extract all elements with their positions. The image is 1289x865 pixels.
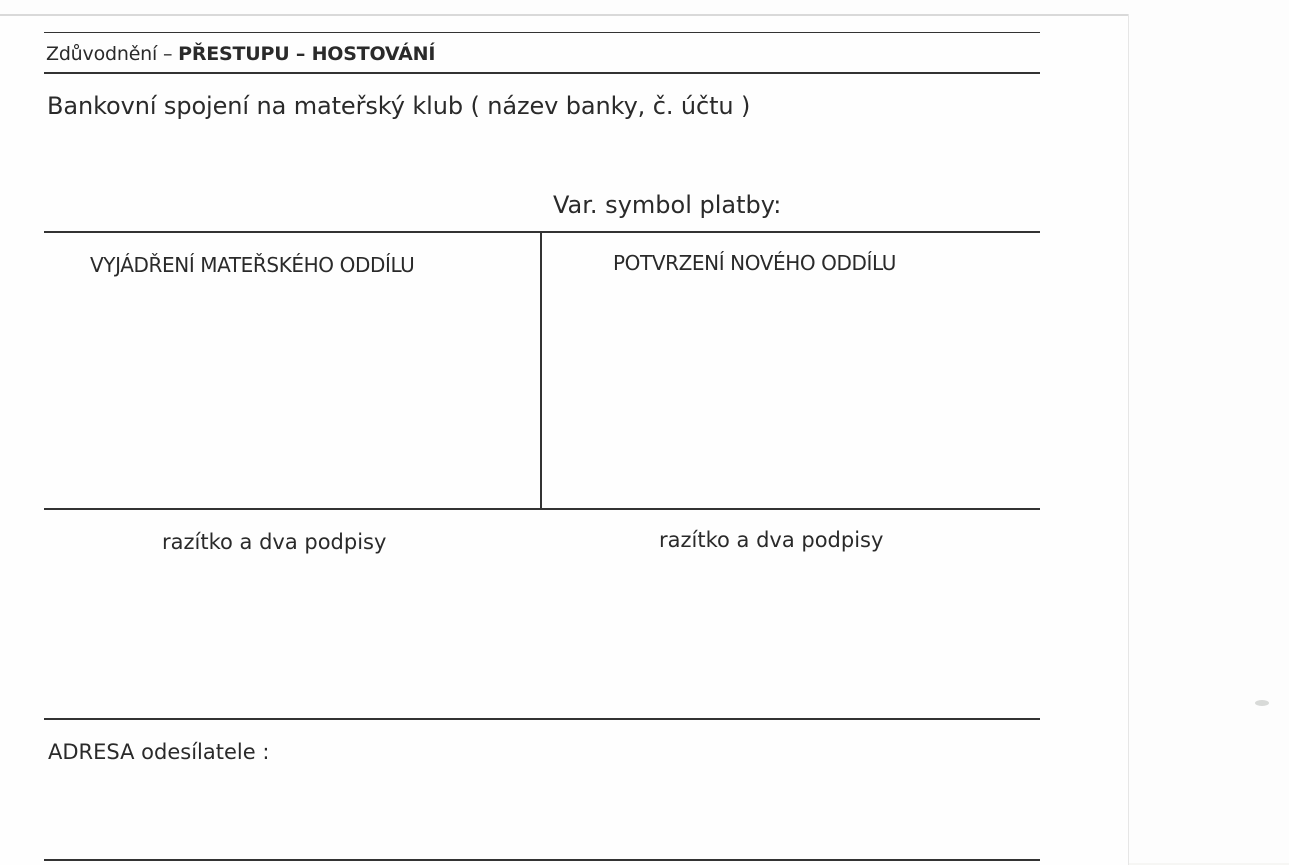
transfer-reason-label (46, 45, 435, 64)
new-club-confirmation-header: POTVRZENÍ NOVÉHO ODDÍLU (613, 251, 896, 275)
address-bottom-rule (44, 859, 1040, 861)
parent-club-stamp-label: razítko a dva podpisy (162, 530, 387, 554)
transfer-reason-type: PŘESTUPU – HOSTOVÁNÍ (178, 43, 436, 65)
stamps-bottom-rule (44, 718, 1040, 720)
bank-connection-label: Bankovní spojení na mateřský klub ( název banky, č. účtu ) (47, 92, 751, 120)
parent-club-statement-header: VYJÁDŘENÍ MATEŘSKÉHO ODDÍLU (90, 253, 415, 277)
columns-bottom-rule (44, 508, 1040, 510)
transfer-reason-prefix: Zdůvodnění – (46, 43, 179, 65)
form-sheet (0, 14, 1128, 865)
variable-symbol-label: Var. symbol platby: (553, 191, 782, 219)
new-club-stamp-label: razítko a dva podpisy (659, 528, 884, 552)
reason-underline (44, 72, 1040, 74)
sender-address-label: ADRESA odesílatele : (48, 740, 270, 764)
top-rule (44, 32, 1040, 33)
scan-smudge (1255, 700, 1269, 706)
columns-divider (540, 232, 542, 509)
columns-top-rule (44, 231, 1040, 233)
